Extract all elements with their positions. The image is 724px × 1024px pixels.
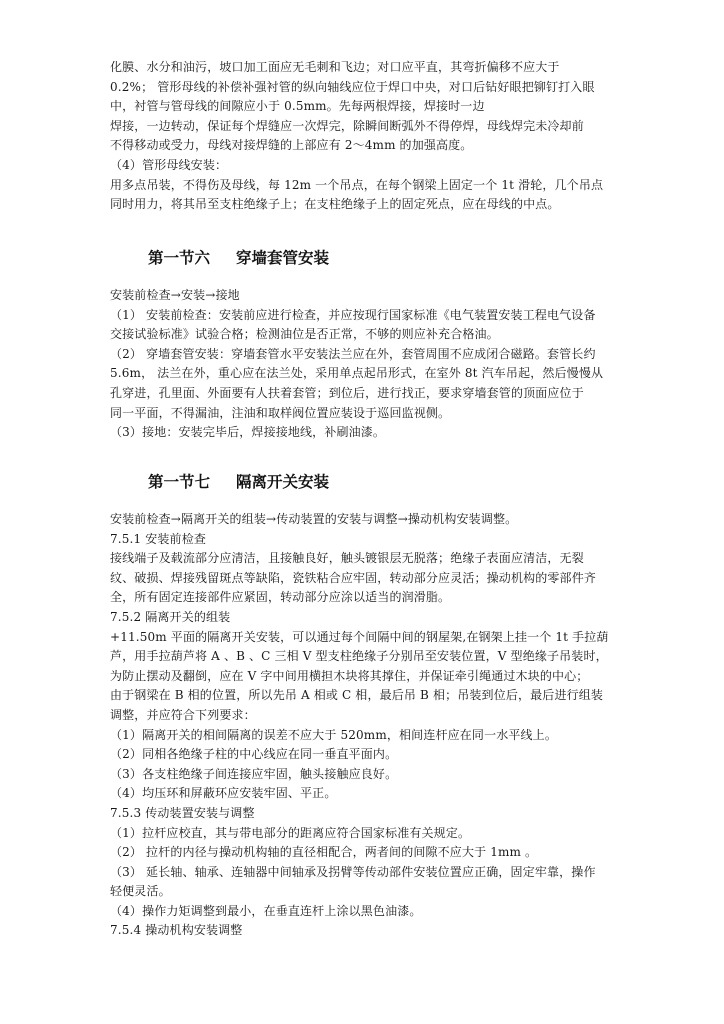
text-line: 芦，用手拉葫芦将 A 、B 、C 三相 V 型支柱绝缘子分别吊至安装位置，V 型绝缘子吊装时， <box>110 649 608 664</box>
text-line: （4）管形母线安装： <box>110 157 228 172</box>
text-line: （3）接地：安装完毕后，焊接接地线，补刷油漆。 <box>110 425 386 440</box>
subsection-heading: 7.5.3 传动装置安装与调整 <box>110 805 255 820</box>
text-line: （1） 安装前检查：安装前应进行检查，并应按现行国家标准《电气装置安装工程电气设备 <box>110 307 596 322</box>
disconnector-text <box>110 510 616 941</box>
wall-bushing-text <box>110 286 616 443</box>
text-line: 交接试验标准》试验合格；检测油位是否正常，不够的则应补充合格油。 <box>110 327 499 342</box>
text-line: （4）操作力矩调整到最小，在垂直连杆上涂以黑色油漆。 <box>110 903 422 918</box>
text-line: （4）均压环和屏蔽环应安装牢固、平正。 <box>110 786 337 801</box>
text-line: 焊接，一边转动，保证每个焊缝应一次焊完，除瞬间断弧外不得停焊，母线焊完未冷却前 <box>110 118 584 133</box>
section-title: 穿墙套管安装 <box>236 249 330 267</box>
text-line: （3） 延长轴、轴承、连轴器中间轴承及拐臂等传动部件安装位置应正确，固定牢靠，操作 <box>110 864 596 879</box>
text-line: 孔穿进，孔里面、外面要有人扶着套管；到位后，进行找正，要求穿墙套管的顶面应位于 <box>110 385 584 400</box>
text-line: 纹、破损、焊接残留斑点等缺陷，瓷铁粘合应牢固，转动部分应灵活；操动机构的零部件齐 <box>110 570 597 585</box>
text-line: 全，所有固定连接部件应紧固，转动部分应涂以适当的润滑脂。 <box>110 590 451 605</box>
text-line: （1）隔离开关的相间隔离的误差不应大于 520mm，相间连杆应在同一水平线上。 <box>110 727 557 742</box>
text-line: 化膜、水分和油污，坡口加工面应无毛刺和飞边；对口应平直，其弯折偏移不应大于 <box>110 60 560 74</box>
text-line: 为防止摆动及翻倒，应在 V 字中间用横担木块将其撑住，并保证牵引绳通过木块的中心； <box>110 668 589 683</box>
text-line: 中，衬管与管母线的间隙应小于 0.5mm。先每两根焊接，焊接时一边 <box>110 99 485 114</box>
section-title: 隔离开关安装 <box>236 473 330 491</box>
text-line: 安装前检查→安装→接地 <box>110 288 240 302</box>
section-heading-wall-bushing <box>148 248 329 268</box>
subsection-heading: 7.5.2 隔离开关的组装 <box>110 609 231 624</box>
text-line: 安装前检查→隔离开关的组装→传动装置的安装与调整→操动机构安装调整。 <box>110 512 518 526</box>
text-line: （1）拉杆应校直，其与带电部分的距离应符合国家标准有关规定。 <box>110 825 471 840</box>
text-line: （2） 拉杆的内径与操动机构轴的直径相配合，两者间的间隙不应大于 1mm 。 <box>110 845 538 860</box>
text-line: 轻便灵活。 <box>110 884 171 899</box>
text-line: 同时用力，将其吊至支柱绝缘子上；在支柱绝缘子上的固定死点，应在母线的中点。 <box>110 197 560 212</box>
section-number: 第一节六 <box>148 249 211 267</box>
text-line: 由于钢梁在 B 相的位置，所以先吊 A 相或 C 相，最后吊 B 相；吊装到位后，最后进行组装 <box>110 688 604 703</box>
subsection-heading: 7.5.4 操动机构安装调整 <box>110 923 243 938</box>
text-line: （2）同相各绝缘子柱的中心线应在同一垂直平面内。 <box>110 747 398 762</box>
text-line: （2） 穿墙套管安装：穿墙套管水平安装法兰应在外，套管周围不应成闭合磁路。套管长约 <box>110 346 596 361</box>
text-line: 接线端子及载流部分应清洁，且接触良好，触头镀银层无脱落；绝缘子表面应清洁，无裂 <box>110 551 584 566</box>
busbar-install-text <box>110 58 616 215</box>
text-line: 0.2%； 管形母线的补偿补强衬管的纵向轴线应位于焊口中央，对口后钻好眼把铆钉打入眼 <box>110 79 595 94</box>
text-line: 用多点吊装，不得伤及母线，每 12m 一个吊点，在每个钢梁上固定一个 1t 滑轮，几个吊点 <box>110 177 604 192</box>
text-line: 不得移动或受力，母线对接焊缝的上部应有 2～4mm 的加强高度。 <box>110 138 473 153</box>
text-line: +11.50m 平面的隔离开关安装，可以通过每个间隔中间的钢屋架,在钢架上挂一个 1t 手拉葫 <box>110 629 609 644</box>
text-line: 5.6m， 法兰在外，重心应在法兰处，采用单点起吊形式，在室外 8t 汽车吊起，然后慢慢从 <box>110 366 604 381</box>
section-heading-disconnector <box>148 472 329 492</box>
text-line: 调整，并应符合下列要求： <box>110 707 256 722</box>
text-line: （3）各支柱绝缘子间连接应牢固，触头接触应良好。 <box>110 766 398 781</box>
subsection-heading: 7.5.1 安装前检查 <box>110 531 206 546</box>
section-number: 第一节七 <box>148 473 211 491</box>
text-line: 同一平面，不得漏油，注油和取样阀位置应装设于巡回监视侧。 <box>110 405 451 420</box>
